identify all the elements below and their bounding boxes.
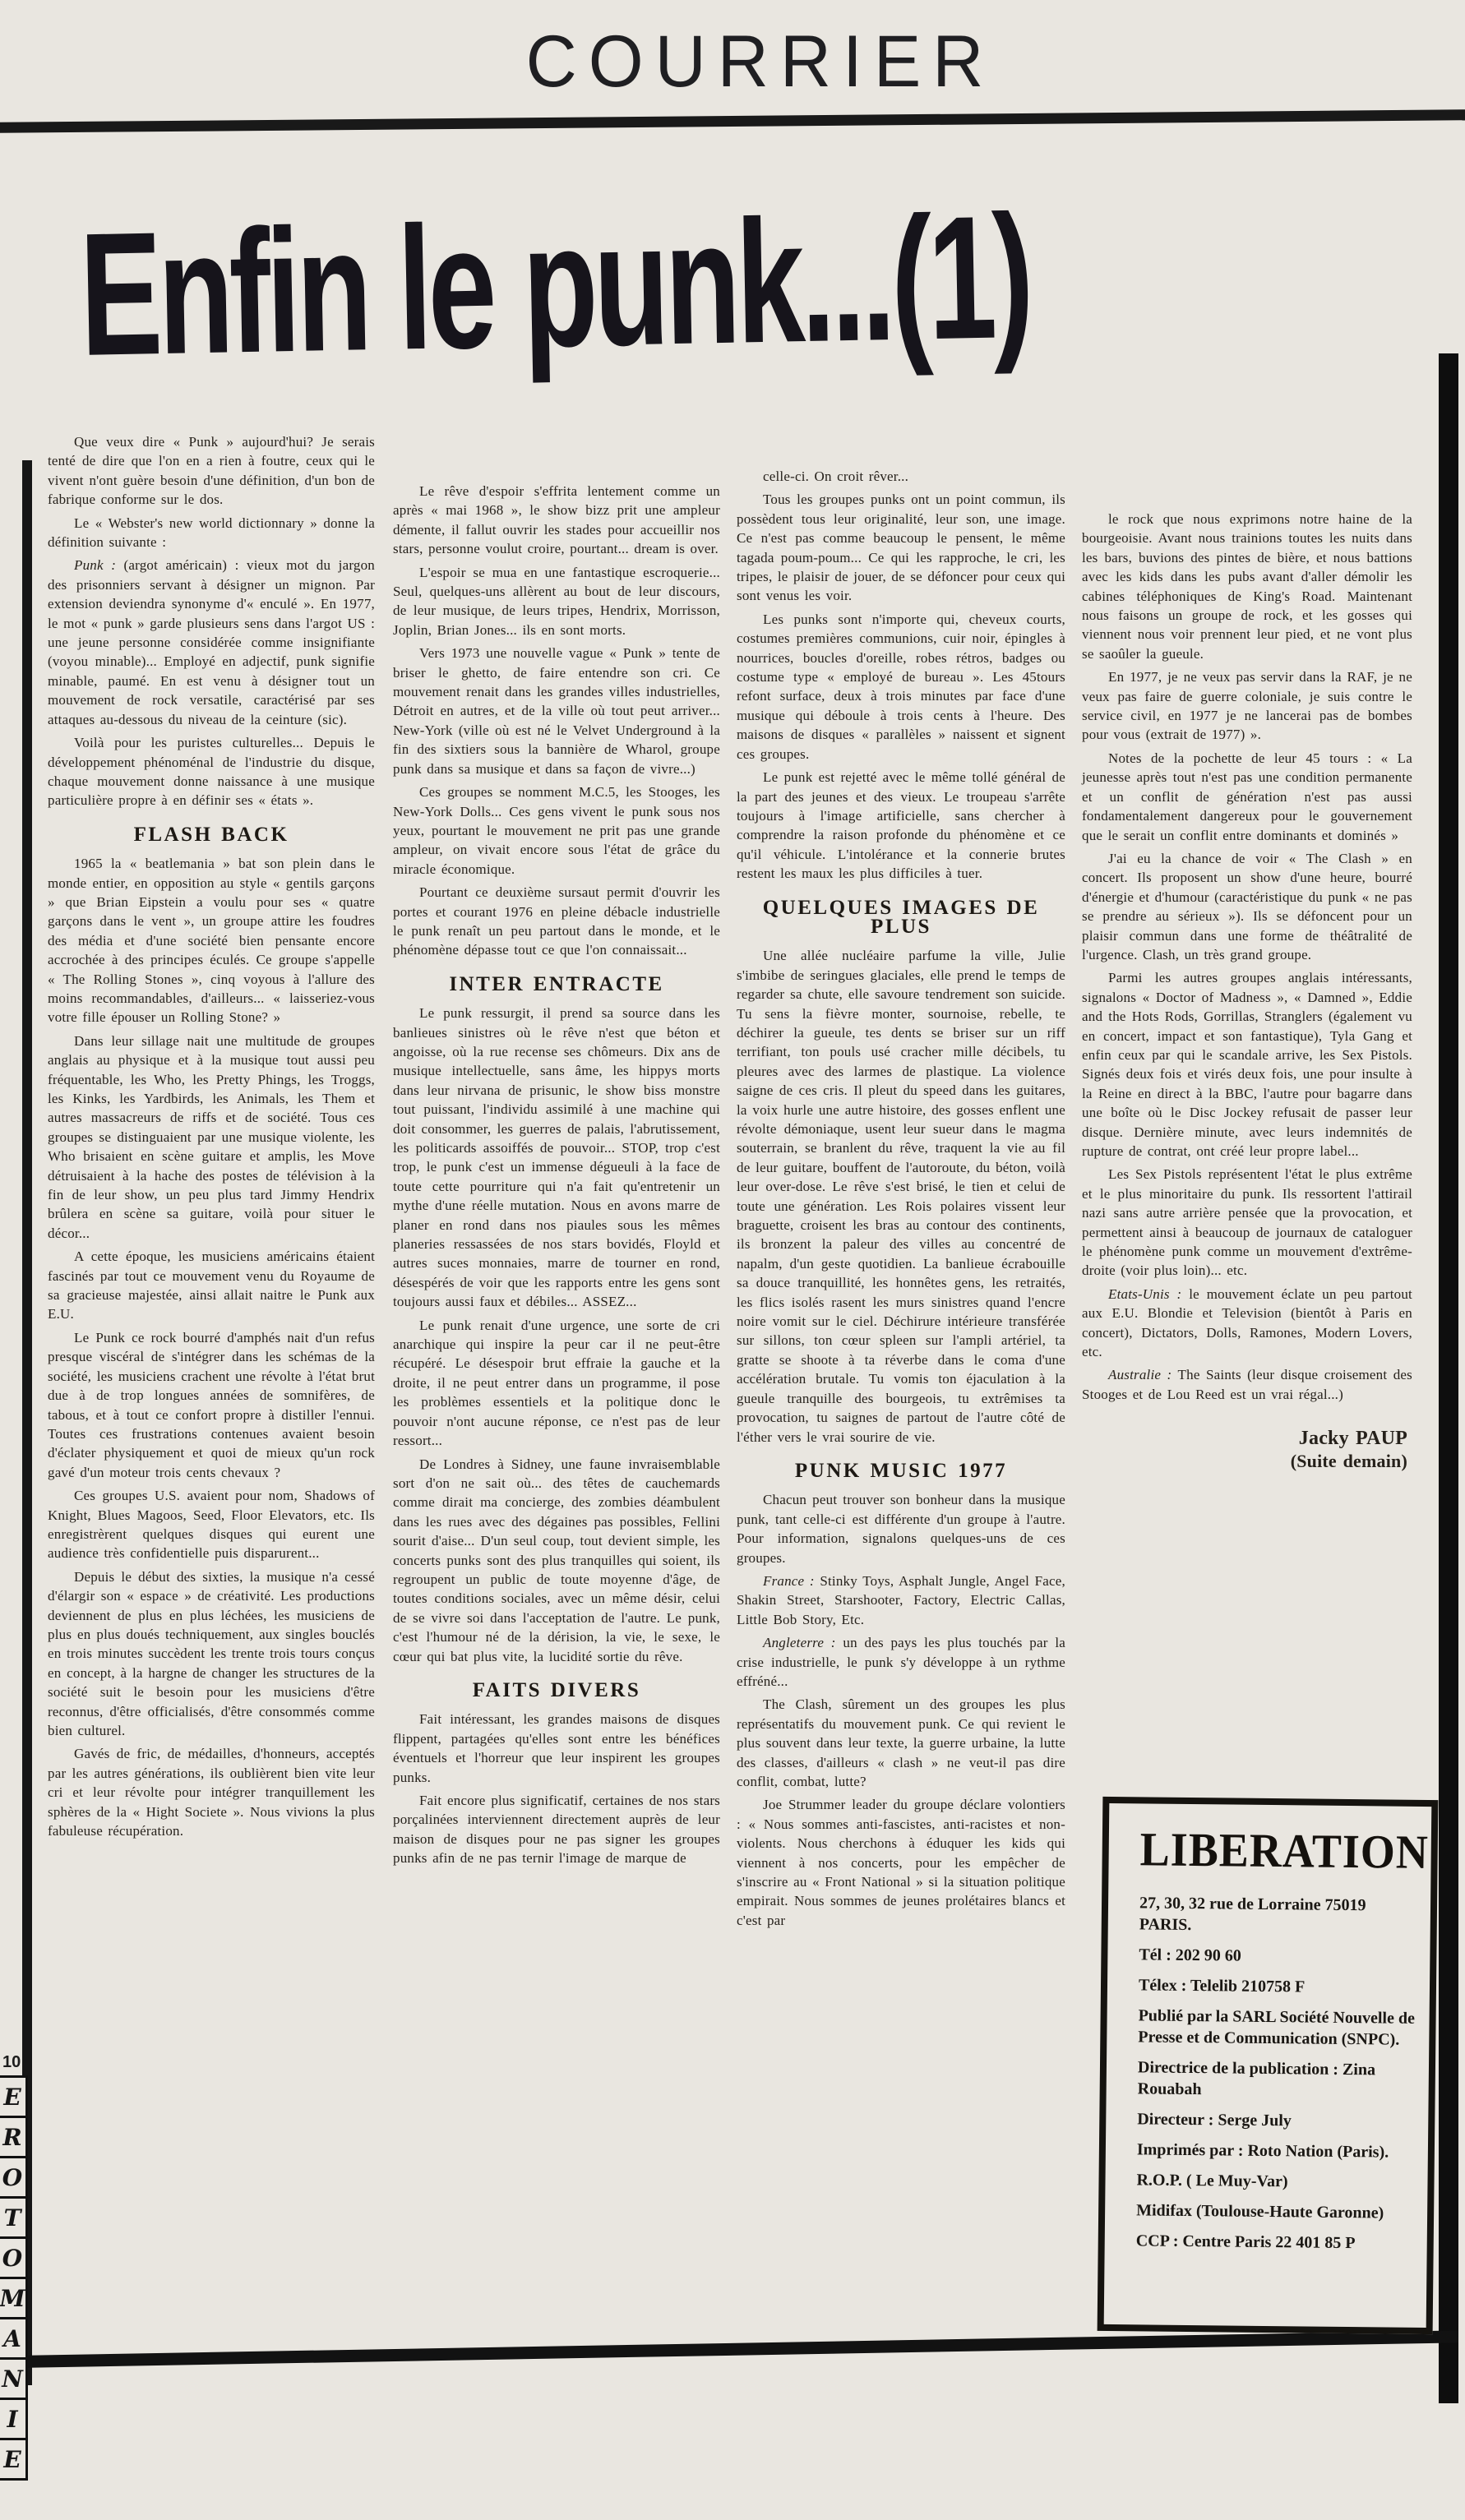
masthead-line: R.O.P. ( Le Muy-Var) bbox=[1136, 2171, 1288, 2191]
paragraph: Ces groupes se nomment M.C.5, les Stooges, les New-York Dolls... Ces gens vivent le punk sous nos yeux, pourtant le mouvement ne prit pas une grande ampleur, on vivait encore sous l'état de grâce du miracle économique. bbox=[393, 784, 720, 877]
masthead-line: Imprimés par : Roto Nation (Paris). bbox=[1136, 2140, 1389, 2162]
margin-letter: E bbox=[0, 2438, 28, 2481]
masthead-box bbox=[1098, 1797, 1439, 2334]
paragraph: Les punks sont n'importe qui, cheveux courts, costumes premières communions, cuir noir, épingles à nourrices, boucles d'oreille, robes rétros, badges ou costume type « employé de bureau ». Les 45tours refont surface, deux à trois minutes par face d'une musique qui déboule à trois cents à l'heure. Des maisons de disques « parallèles » naissent et signent ces groupes. bbox=[737, 611, 1065, 762]
margin-letter: M bbox=[0, 2277, 28, 2319]
paragraph: Gavés de fric, de médailles, d'honneurs, acceptés par les autres générations, ils oublièrent bien vite leur cri et leur révolte pour intégrer tranquillement les sphères de la « Hight Societe ». Nous vivions la plus fabuleuse récupération. bbox=[48, 1746, 375, 1839]
paragraph: Notes de la pochette de leur 45 tours : « La jeunesse après tout n'est pas une condition permanente et un conflit de génération n'est pas aussi fondamentalement dangereux pour le gouvernement que le serait un conflit entre dominants et dominés » bbox=[1082, 750, 1412, 843]
margin-letter: I bbox=[0, 2398, 28, 2440]
paragraph: Parmi les autres groupes anglais intéressants, signalons « Doctor of Madness », « Damned », Eddie and the Hots Rods, Gorrillas, Stranglers (également vu en concert, impact et son fantastique), Tyla Gang et enfin ceux par qui le scandale arrive, les Sex Pistols. Signés deux fois et virés deux fois, une pour insulte à la Reine en direct à la BBC, l'autre pour bagarre dans une boîte où le Disc Jockey refusait de passer leur disque. Dernière minute, avec leurs indemnités de rupture de contrat, ont créé leur propre label... bbox=[1082, 970, 1412, 1159]
paragraph: Depuis le début des sixties, la musique n'a cessé d'élargir son « espace » de créativité. Les productions deviennent de plus en plus léchées, les musiciens de plus en plus doués techniquement, aux singles bouclés en trois minutes succèdent les trente trois tours conçus en concept, à la hargne de changer les structures de la société suit le besoin pour les musiciens d'être reconnus, d'être officialisés, d'être consommés comme bien culturel. bbox=[48, 1568, 375, 1738]
paragraph: Fait intéressant, les grandes maisons de disques flippent, partagées qu'elles sont entre les bénéfices éventuels et l'horreur que leur inspirent les groupes punks. bbox=[393, 1711, 720, 1785]
paragraph: Le « Webster's new world dictionnary » donne la définition suivante : bbox=[48, 515, 375, 551]
paragraph bbox=[48, 556, 375, 729]
section-heading: FLASH BACK bbox=[133, 823, 289, 846]
masthead-line: Télex : Telelib 210758 F bbox=[1138, 1976, 1306, 1996]
paragraph: En 1977, je ne veux pas servir dans la RAF, je ne veux pas faire de guerre coloniale, je suis contre le service civil, en 1977 je ne lancerai pas de bombes pour vous (extrait de 1977) ». bbox=[1082, 669, 1412, 743]
paragraph-lead: Etats-Unis : bbox=[1108, 1285, 1182, 1302]
paragraph: Tous les groupes punks ont un point commun, ils possèdent tous leur originalité, leur son, une image. Ce n'est pas comme beaucoup le pensent, le même tagada poum-poum... Ce qui les rapproche, le cri, les tripes, le plaisir de jouer, de se défoncer pour ceux qui sont venus les voir. bbox=[737, 492, 1065, 604]
section-kicker: COURRIER bbox=[525, 21, 996, 103]
paragraph-lead: Punk : bbox=[74, 557, 117, 574]
paragraph: le rock que nous exprimons notre haine de la bourgeoisie. Avant nous trainions toutes les nuits dans les bars, buvions des pintes de bière, et nous battions avec les kids dans les pubs avant d'aller démolir les cabines téléphoniques de King's Road. Maintenant nous faisons un groupe de rock, et les gosses qui viennent nous voir prennent leur pied, et ne vont plus se saoûler la gueule. bbox=[1082, 511, 1412, 662]
byline-note: (Suite demain) bbox=[1290, 1451, 1407, 1472]
paragraph: Le punk est rejetté avec le même tollé général de la part des jeunes et des vieux. Le troupeau s'arrête toujours à l'image artificielle, sans chercher à comprendre la raison profonde du phénomène et ce qu'il véhicule. L'intolérance et la connerie brutes restent les maux les plus difficiles à tuer. bbox=[737, 769, 1065, 882]
paragraph: 1965 la « beatlemania » bat son plein dans le monde entier, en opposition au style « gentils garçons » que Brian Eipstein a voulu pour ses « quatre garçons dans le vent », un groupe attire les foudres des média et d'une société bien pensante encore accrochée à des principes éculés. Ce groupe s'appelle « The Rolling Stones », cinq voyous à l'allure des moins recommandables, d'ailleurs... « laisseriez-vous votre fille épouser un Rolling Stone? » bbox=[48, 856, 375, 1026]
paragraph: celle-ci. On croit rêver... bbox=[763, 468, 909, 484]
paragraph: Pourtant ce deuxième sursaut permit d'ouvrir les portes et courant 1976 en pleine débacle industrielle le punk renaît un peu partout dans le monde, et le phénomène dépasse tout ce que l'on connaissait... bbox=[393, 884, 720, 958]
paragraph: Que veux dire « Punk » aujourd'hui? Je serais tenté de dire que l'on en a rien à foutre, ceux qui le vivent n'ont guère besoin d'une définition, d'un bon de fabrique conforme sur le dos. bbox=[48, 434, 375, 508]
margin-letter: T bbox=[0, 2196, 28, 2239]
paragraph: L'espoir se mua en une fantastique escroquerie... Seul, quelques-uns allèrent au bout de leur discours, de leur musique, de leurs tripes, Hendrix, Morrisson, Joplin, Brian Jones... ils en sont morts. bbox=[393, 564, 720, 638]
paragraph: Joe Strummer leader du groupe déclare volontiers : « Nous sommes anti-fascistes, anti-racistes et non-violents. Nous cherchons à éduquer les kids qui viennent à nos concerts, pour les empêcher de s'inscrire au « Front National » si la situation politique empirait. Nous sommes de jeunes prolétaires blancs et c'est par bbox=[737, 1797, 1065, 1928]
masthead-line: 27, 30, 32 rue de Lorraine 75019 PARIS. bbox=[1139, 1894, 1366, 1935]
paragraph: Voilà pour les puristes culturelles... Depuis le développement phénoménal de l'industrie du disque, chaque mouvement donne naissance à une musique particulière propre à en définir ses « états ». bbox=[48, 735, 375, 809]
masthead-line: Directeur : Serge July bbox=[1137, 2110, 1292, 2130]
header-divider bbox=[0, 109, 1465, 133]
article-column-1 bbox=[48, 432, 375, 1844]
margin-letter: A bbox=[0, 2317, 28, 2360]
paragraph: Ces groupes U.S. avaient pour nom, Shadows of Knight, Blues Magoos, Seed, Floor Elevators, etc. Ils enregistrèrent quelques disques qui eurent une audience très confidentielle puis disparurent... bbox=[48, 1488, 375, 1562]
masthead-line: CCP : Centre Paris 22 401 85 P bbox=[1135, 2232, 1356, 2253]
margin-letter: E bbox=[0, 2075, 28, 2118]
byline-author: Jacky PAUP bbox=[1298, 1428, 1407, 1450]
section-heading: PUNK MUSIC 1977 bbox=[794, 1459, 1008, 1482]
right-frame-rule bbox=[1439, 353, 1458, 2403]
paragraph-lead: France : bbox=[763, 1572, 815, 1589]
bottom-divider bbox=[16, 2330, 1458, 2368]
paragraph: Le punk ressurgit, il prend sa source dans les banlieues sinistres où le rêve n'est que béton et angoisse, où la rue recense ses chômeurs. Dix ans de musique intellectuelle, sans âme, les hippys morts dans leur nirvana de prisunic, le show biss monstre tout puissant, l'individu assimilé à une machine qui doit consommer, les guerres de palais, l'abrutissement, les politicards assoiffés de pouvoir... STOP, trop c'est trop, le punk c'est un immense dégueuli à la face de toute cette pourriture qui n'a fait qu'entretenir un mythe d'une réelle mutation. Nous en avons marre de planer en rond dans nos piaules sous les mêmes planeries ressassées de nos stars bovidés, Floyld et autres suces monnaies, marre de tourner en rond, désespérés de voir que les rapports entre les gens sont toujours aussi faux et débiles... ASSEZ... bbox=[393, 1005, 720, 1310]
margin-letter: N bbox=[0, 2357, 28, 2400]
paragraph: Le rêve d'espoir s'effrita lentement comme un après « mai 1968 », le show bizz prit une ampleur démente, il fallut ouvrir les stades pour accueillir nos stars, personne voulut croire, pourtant... dream is over. bbox=[393, 483, 720, 557]
paragraph: J'ai eu la chance de voir « The Clash » en concert. Ils proposent un show d'une heure, bourré d'énergie et d'humour (caractéristique du punk « ne pas se prendre au sérieux »). Ils se défoncent pour un plaisir commun dans une forme de théâtralité de l'urgence. Clash, un très grand groupe. bbox=[1082, 850, 1412, 962]
paragraph-text: Stinky Toys, Asphalt Jungle, Angel Face, Shakin Street, Starshooter, Factory, Electric Callas, Little Bob Story, Etc. bbox=[737, 1572, 1065, 1627]
margin-letter-stack bbox=[0, 2078, 28, 2481]
margin-letter: O bbox=[0, 2156, 28, 2199]
article-column-2 bbox=[393, 482, 720, 1872]
article-column-4 bbox=[1082, 510, 1412, 1473]
byline bbox=[1082, 1427, 1412, 1473]
paragraph: A cette époque, les musiciens américains étaient fascinés par tout ce mouvement venu du Royaume de sa gracieuse majestée, ainsi allait naitre le Punk aux E.U. bbox=[48, 1248, 375, 1322]
paragraph-text: (argot américain) : vieux mot du jargon des prisonniers servant à désigner un mignon. Par extension deviendra synonyme d'« enculé ». En 1977, le mot « punk » garde plusieurs sens dans l'argot US : une jeune personne considérée comme insignifiante (voyou minable)... Employé en adjectif, punk signifie minable, paumé. En est venu à désigner tout un mouvement de rock versatile, caractérisé par ses attaques au-dessous du niveau de la ceinture (sic). bbox=[48, 557, 375, 727]
paragraph: The Clash, sûrement un des groupes les plus représentatifs du mouvement punk. Ce qui revient le plus souvent dans leur texte, la guerre urbaine, la lutte des classes, d'ailleurs « clash » ne veut-il pas dire conflit, combat, lutte? bbox=[737, 1696, 1065, 1789]
margin-letter: O bbox=[0, 2236, 28, 2279]
paragraph: Une allée nucléaire parfume la ville, Julie s'imbibe de seringues glaciales, elle prend le temps de regarder sa chute, elle savoure tendrement son suicide. Tu sens la fièvre monter, sournoise, rebelle, te déchirer la gueule, tes dents se briser sur un riff terrifiant, ton pouls usé cracher mille décibels, tu pleures avec des larmes de plastique. La violence saigne de ces cris. Il pleut du speed dans les guitares, la voix hurle une autre histoire, des gosses enflent une révolte démoniaque, usent leur sueur dans le magma souterrain, se branlent du rêve, traquent la vie au fil de leur guitare, bouffent de l'autoroute, du béton, voilà leur over-dose. Le rêve s'est brisé, le tien et celui de toute une génération. Les Rois polaires vissent leur braguette, croisent les bras au contour des continents, ils bronzent la paleur des villes au concentré de napalm, d'un geste quotidien. La banlieue écrabouille sa douce tranquillité, les honnêtes gens, les retraités, les flics isolés rasent les murs sinistres quand l'encre noire vomit sur le ciel. Déchirure intérieure transférée sur sillons, ton cœur spleen sur l'ampli artériel, ta gratte se shoote à ta réverbe dans le coma d'une accélération brutale. Tu vomis ton éjaculation à la gueule tranquille des bourgeois, tu extrêmises ta provocation, tu saignes de partout de l'autre côté de l'éther vers le vrai sourire de vie. bbox=[737, 948, 1065, 1445]
paragraph: Chacun peut trouver son bonheur dans la musique punk, tant celle-ci est différente d'un groupe à l'autre. Pour information, signalons quelques-uns de ces groupes. bbox=[737, 1492, 1065, 1566]
section-heading: INTER ENTRACTE bbox=[449, 972, 664, 995]
article-column-3 bbox=[737, 467, 1065, 1934]
section-heading: QUELQUES IMAGES DE PLUS bbox=[762, 896, 1040, 938]
paragraph: Fait encore plus significatif, certaines de nos stars porçalinées interviennent directement auprès de leur maison de disques pour ne pas signer les groupes punks afin de ne pas ternir l'image de marque de bbox=[393, 1793, 720, 1867]
section-heading: FAITS DIVERS bbox=[472, 1678, 641, 1701]
paragraph: Dans leur sillage nait une multitude de groupes anglais au physique et à la musique tout aussi peu fréquentable, les Who, les Pretty Phings, les Troggs, les Kinks, les Yardbirds, les Animals, les Them et autres massacreurs de riffs et de société. Tous ces groupes se distinguaient par une musique violente, les Who brisaient en scène guitare et amplis, les Move détruisaient à la hache des postes de télévision à la fin de leur show, un peu plus tard Jimmy Hendrix brûlera en scène sa guitare, voilà pour situer le décor... bbox=[48, 1032, 375, 1241]
paragraph bbox=[737, 1633, 1065, 1691]
masthead-line: Midifax (Toulouse-Haute Garonne) bbox=[1136, 2201, 1384, 2222]
paragraph bbox=[737, 1572, 1065, 1629]
masthead-line: Publié par la SARL Société Nouvelle de Presse et de Communication (SNPC). bbox=[1138, 2006, 1416, 2049]
paragraph-lead: Angleterre : bbox=[763, 1635, 836, 1651]
paragraph: De Londres à Sidney, une faune invraisemblable sort d'on ne sait où... des têtes de cauchemards comme dirait ma concierge, des zombies déambulent dans les rues avec des dégaines pas possibles, Fellini sourit d'aise... D'un seul coup, tout devient simple, les concerts punks sont des plus tranquilles qui soient, ils regroupent un public de toute moyenne d'âge, de toutes conditions sociales, avec un même désir, celui de se vivre soi dans l'acceptation de l'autre. Le punk, c'est l'humour né de la dérision, la vie, le sexe, le cœur qui bat plus vite, la lucidité sortie du rêve. bbox=[393, 1456, 720, 1664]
paragraph-text: The Saints (leur disque croisement des Stooges et de Lou Reed est un vrai régal...) bbox=[1082, 1367, 1412, 1402]
masthead-line: Tél : 202 90 60 bbox=[1139, 1945, 1241, 1965]
masthead-title: LIBERATION bbox=[1139, 1822, 1430, 1879]
paragraph: Vers 1973 une nouvelle vague « Punk » tente de briser le ghetto, de faire entendre son cri. Ce mouvement renait dans les grandes villes industrielles, Détroit en autres, et de la ville où tout peut arriver... New-York (ville où est né le Velvet Underground à la fin des sixtiers sous la bannière de Wharol, groupe punk dans sa musique et dans sa façon de vivre...) bbox=[393, 645, 720, 777]
paragraph-lead: Australie : bbox=[1108, 1367, 1172, 1383]
paragraph bbox=[1082, 1285, 1412, 1362]
paragraph-text: le mouvement éclate un peu partout aux E.U. Blondie et Television (bientôt à Paris en concert), Dictators, Dolls, Ramones, Modern Lovers, etc. bbox=[1082, 1285, 1412, 1360]
page-title: Enfin le punk...(1) bbox=[78, 178, 1032, 393]
paragraph: Les Sex Pistols représentent l'état le plus extrême et le plus minoritaire du punk. Ils ressortent l'attirail nazi sans autre arrière pensée que la provocation, et permettent ainsi à beaucoup de journaux de cataloguer le phénomène punk comme un mouvement d'extrême-droite (voir plus loin)... etc. bbox=[1082, 1166, 1412, 1279]
paragraph: Le punk renait d'une urgence, une sorte de cri anarchique qui inspire la peur car il ne peut-être récupéré. Le désespoir brut effraie la gauche et la droite, il ne peut entrer dans un programme, il pose les problèmes essentiels et la politique donc le pouvoir n'ont aucune réponse, ce n'est pas de leur ressort... bbox=[393, 1317, 720, 1449]
page-number: 10 bbox=[2, 2053, 21, 2071]
paragraph bbox=[1082, 1365, 1412, 1404]
paragraph: Le Punk ce rock bourré d'amphés nait d'un refus presque viscéral de s'intégrer dans les schémas de la société, les musiciens crachent une révolte à l'état brut due à de trop longues années de somnifères, de tabous, et à tout ce confort propre à distiller l'ennui. Toutes ces frustrations contenues avaient besoin d'éclater physiquement et quoi de mieux qu'un rock gavé d'un moteur trois cents chevaux ? bbox=[48, 1329, 375, 1480]
paragraph-text: un des pays les plus touchés par la crise industrielle, le punk s'y développe à un rythme effréné... bbox=[737, 1635, 1065, 1689]
margin-letter: R bbox=[0, 2116, 28, 2158]
masthead-line: Directrice de la publication : Zina Rouabah bbox=[1137, 2058, 1376, 2099]
